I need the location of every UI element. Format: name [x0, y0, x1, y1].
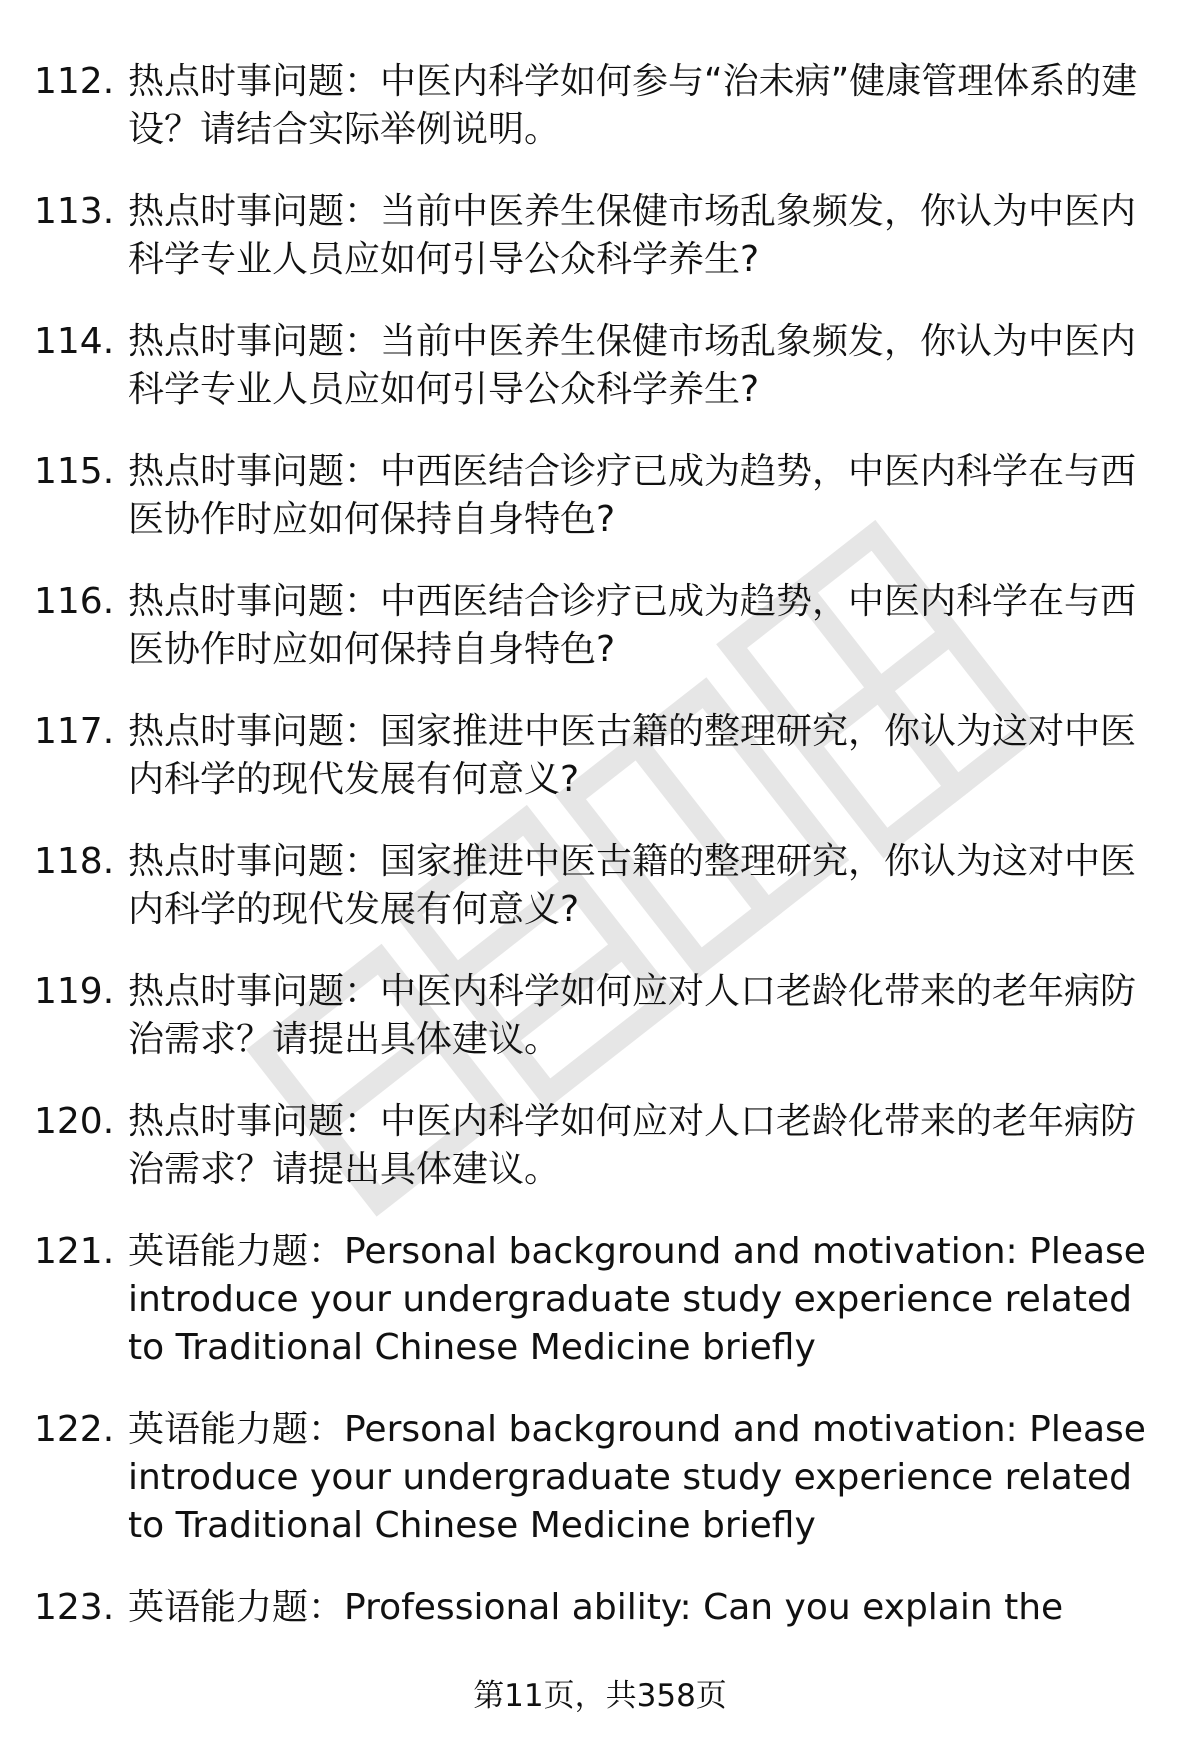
- question-item: [34, 58, 1154, 154]
- question-item: [34, 1584, 1154, 1632]
- question-text: 热点时事问题：国家推进中医古籍的整理研究，你认为这对中医内科学的现代发展有何意义?: [128, 841, 1137, 930]
- question-number: 113.: [34, 191, 115, 232]
- question-number: 123.: [34, 1587, 115, 1628]
- question-number: 114.: [34, 321, 115, 362]
- question-item: [34, 1406, 1154, 1550]
- question-number: 122.: [34, 1409, 115, 1450]
- question-item: [34, 708, 1154, 804]
- page-number-footer: 第11页，共358页: [473, 1678, 727, 1714]
- question-number: 117.: [34, 711, 115, 752]
- question-number: 121.: [34, 1231, 115, 1272]
- question-text: 英语能力题：Personal background and motivation: Please introduce your undergraduate study experience related to Traditional Chinese Medicine briefly: [128, 1231, 1146, 1368]
- question-text: 英语能力题：Professional ability: Can you explain the: [128, 1587, 1064, 1628]
- question-item: [34, 1228, 1154, 1372]
- question-number: 119.: [34, 971, 115, 1012]
- question-item: [34, 968, 1154, 1064]
- question-number: 118.: [34, 841, 115, 882]
- question-item: [34, 1098, 1154, 1194]
- question-text: 热点时事问题：中医内科学如何参与“治未病”健康管理体系的建设？请结合实际举例说明。: [128, 61, 1138, 150]
- question-number: 115.: [34, 451, 115, 492]
- question-number: 116.: [34, 581, 115, 622]
- question-text: 热点时事问题：中西医结合诊疗已成为趋势，中医内科学在与西医协作时应如何保持自身特色?: [128, 581, 1137, 670]
- question-item: [34, 188, 1154, 284]
- question-number: 120.: [34, 1101, 115, 1142]
- question-item: [34, 448, 1154, 544]
- question-number: 112.: [34, 61, 115, 102]
- question-text: 热点时事问题：中医内科学如何应对人口老龄化带来的老年病防治需求？请提出具体建议。: [128, 1101, 1137, 1190]
- question-text: 热点时事问题：中西医结合诊疗已成为趋势，中医内科学在与西医协作时应如何保持自身特色?: [128, 451, 1137, 540]
- question-list: [34, 58, 1154, 1632]
- question-text: 热点时事问题：中医内科学如何应对人口老龄化带来的老年病防治需求？请提出具体建议。: [128, 971, 1137, 1060]
- question-item: [34, 318, 1154, 414]
- question-item: [34, 838, 1154, 934]
- question-text: 热点时事问题：当前中医养生保健市场乱象频发，你认为中医内科学专业人员应如何引导公众科学养生?: [128, 321, 1137, 410]
- question-text: 英语能力题：Personal background and motivation: Please introduce your undergraduate study experience related to Traditional Chinese Medicine briefly: [128, 1409, 1146, 1546]
- question-text: 热点时事问题：当前中医养生保健市场乱象频发，你认为中医内科学专业人员应如何引导公众科学养生?: [128, 191, 1137, 280]
- question-item: [34, 578, 1154, 674]
- question-text: 热点时事问题：国家推进中医古籍的整理研究，你认为这对中医内科学的现代发展有何意义?: [128, 711, 1137, 800]
